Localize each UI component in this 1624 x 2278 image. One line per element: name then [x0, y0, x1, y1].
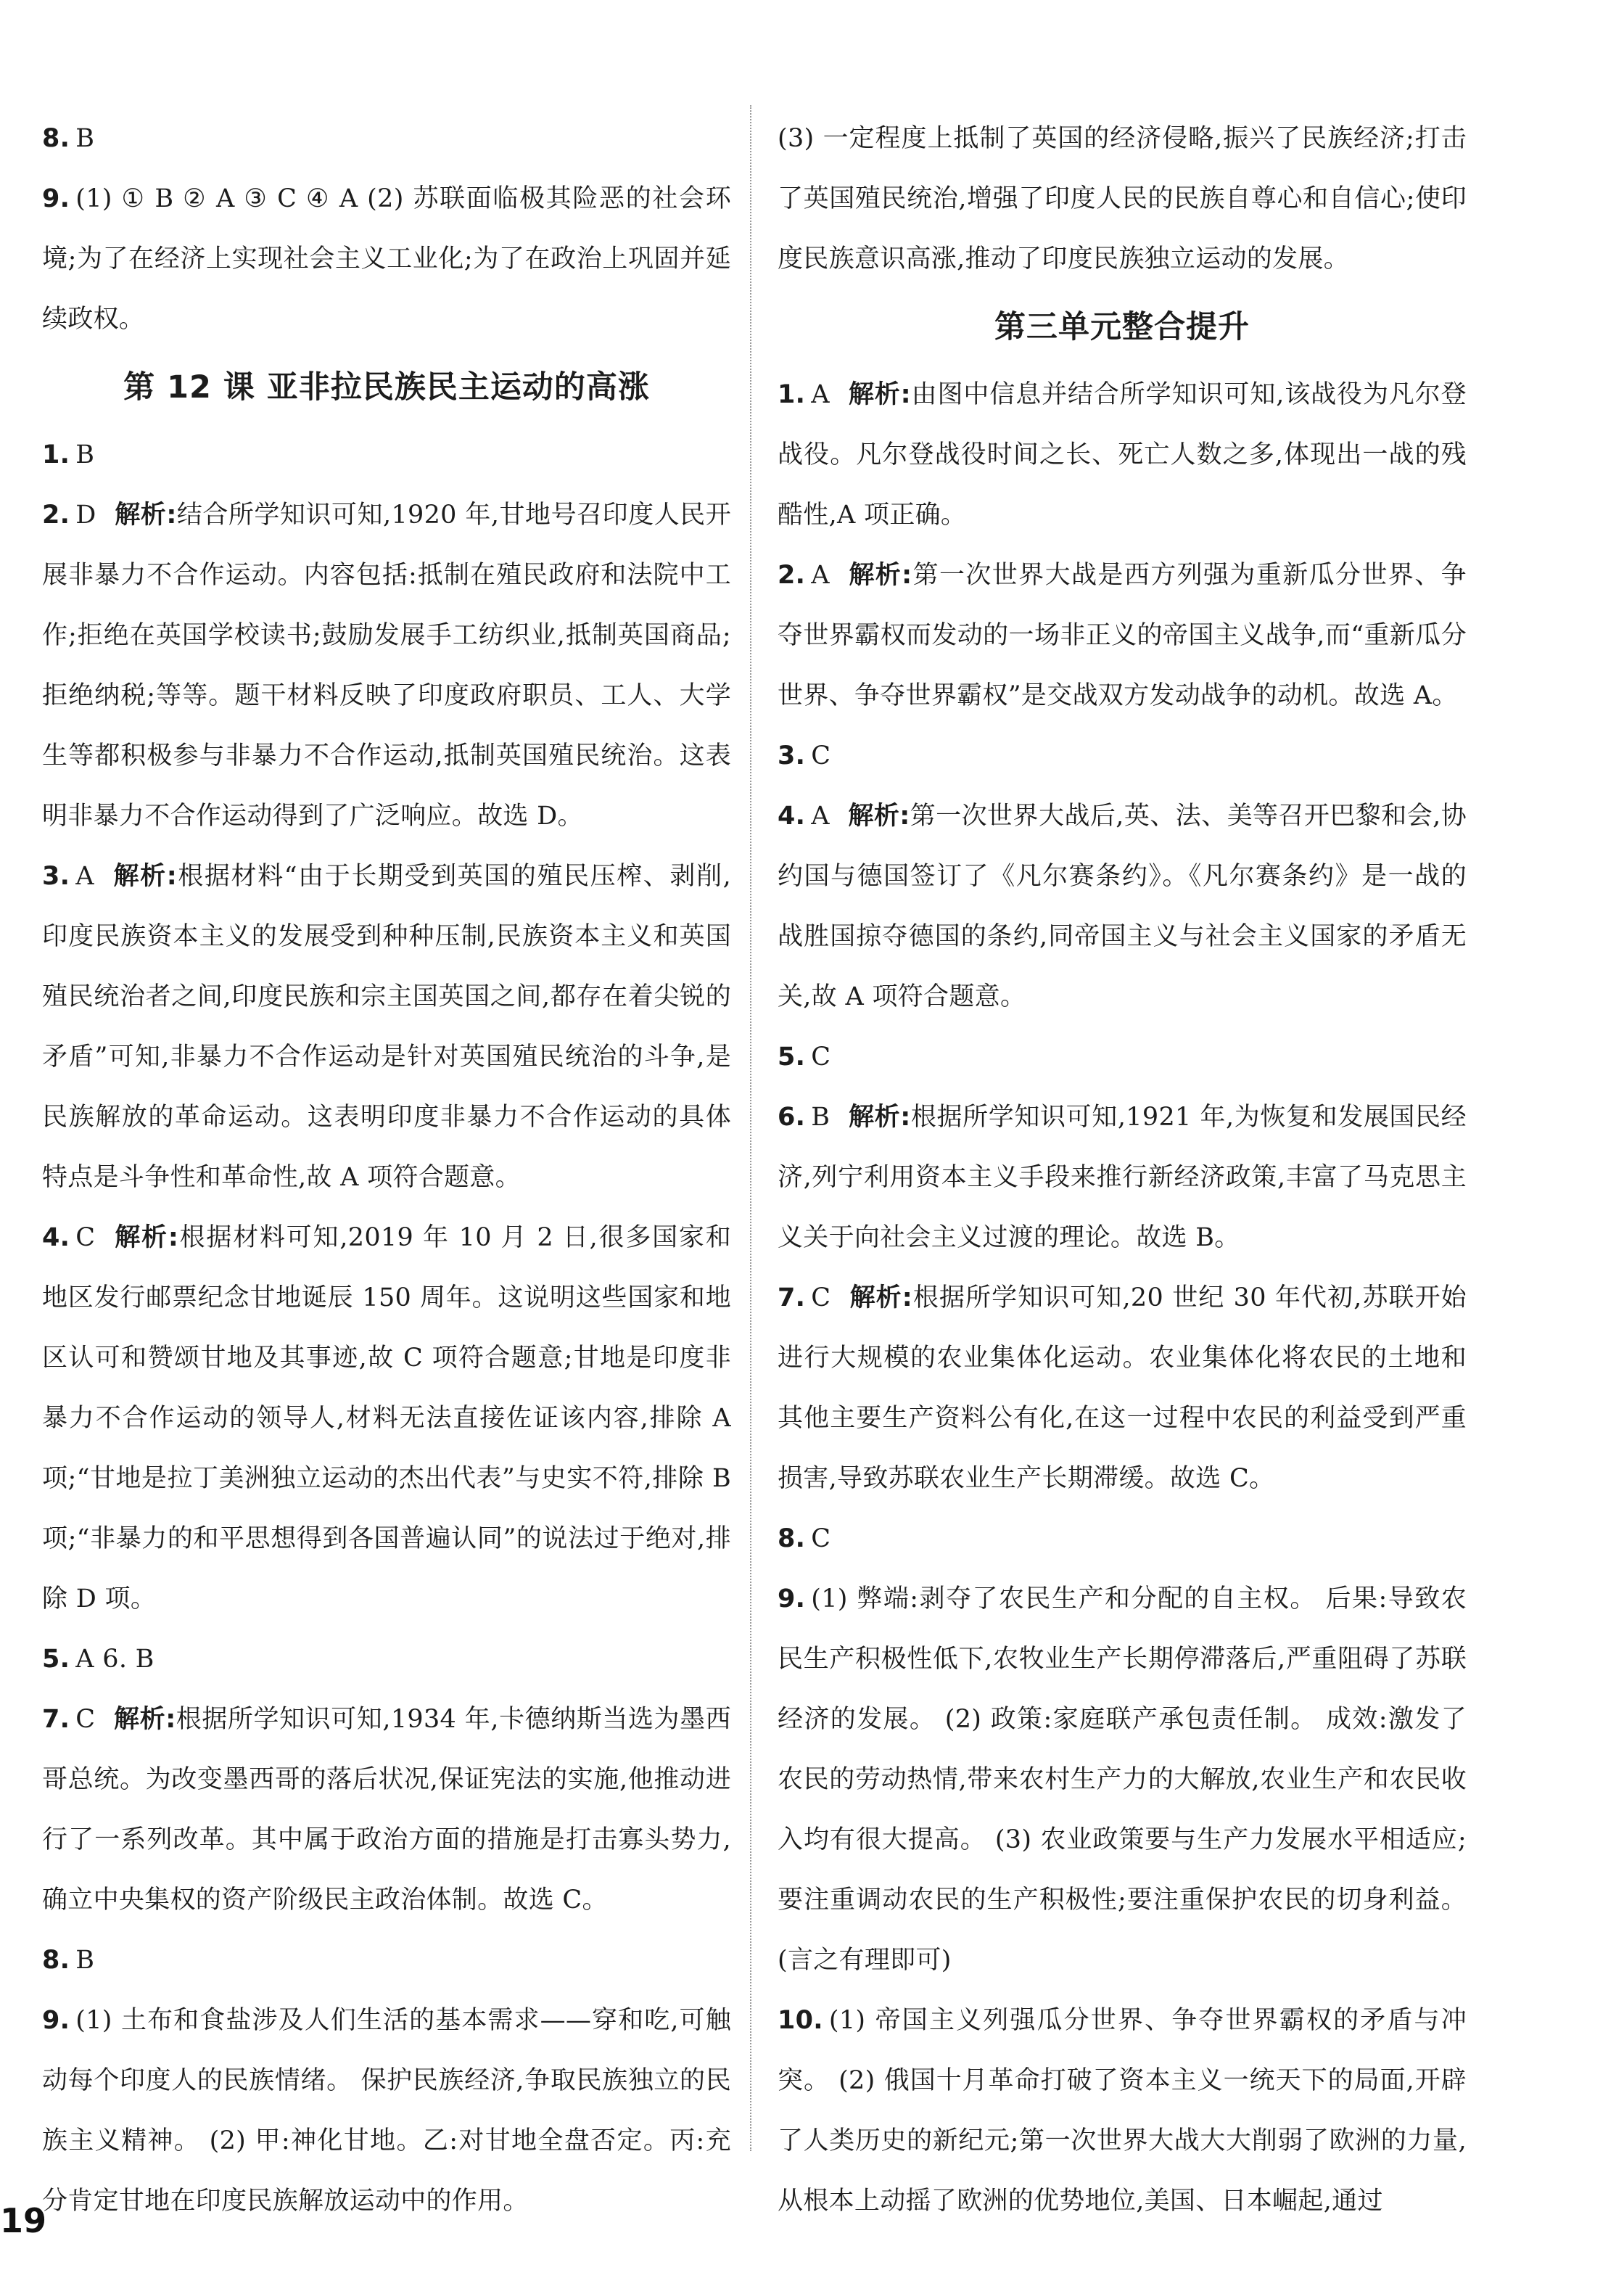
- right-answer-list: [778, 365, 1467, 2232]
- answer-item: [778, 109, 1467, 289]
- answer-number: 1.: [42, 440, 70, 469]
- answer-item: [778, 786, 1467, 1027]
- answer-number: 3.: [778, 741, 806, 770]
- answer-text: C: [811, 1524, 831, 1553]
- answer-item: [42, 425, 731, 485]
- right-column: [778, 109, 1467, 2232]
- answer-choice: D: [75, 501, 96, 530]
- answer-number: 4.: [42, 1223, 70, 1252]
- section-title-lesson-12: 第 12 课 亚非拉民族民主运动的高涨: [123, 369, 650, 406]
- answer-number: 7.: [42, 1705, 70, 1734]
- answer-item: [778, 1087, 1467, 1268]
- answer-number: 5.: [42, 1645, 70, 1674]
- answer-item: [778, 1991, 1467, 2232]
- answer-number: 6.: [778, 1103, 806, 1132]
- answer-item: [778, 1027, 1467, 1087]
- section-title-unit-3-review: 第三单元整合提升: [994, 309, 1250, 345]
- answer-choice: A: [75, 862, 94, 891]
- answer-text: (1) 土布和食盐涉及人们生活的基本需求——穿和吃,可触动每个印度人的民族情绪。 保护民族经济,争取民族独立的民族主义精神。 (2) 甲:神化甘地。乙:对甘地全盘否定。丙:充分肯定甘地在印度民族解放运动中的作用。: [42, 2006, 731, 2216]
- answer-item: [42, 847, 731, 1208]
- answer-item: [42, 1690, 731, 1930]
- answer-text: 根据所学知识可知,1934 年,卡德纳斯当选为墨西哥总统。为改变墨西哥的落后状况,保证宪法的实施,他推动进行了一系列改革。其中属于政治方面的措施是打击寡头势力,确立中央集权的资产阶级民主政治体制。故选 C。: [42, 1705, 731, 1915]
- answer-choice: A: [811, 380, 830, 409]
- answer-number: 8.: [42, 1946, 70, 1975]
- answer-text: 根据所学知识可知,1921 年,为恢复和发展国民经济,列宁利用资本主义手段来推行新经济政策,丰富了马克思主义关于向社会主义过渡的理论。故选 B。: [778, 1103, 1467, 1252]
- answer-number: 2.: [42, 501, 70, 530]
- answer-text: 由图中信息并结合所学知识可知,该战役为凡尔登战役。凡尔登战役时间之长、死亡人数之多,体现出一战的残酷性,A 项正确。: [778, 380, 1467, 530]
- answer-choice: C: [75, 1705, 96, 1734]
- left-continued-answers: [42, 109, 731, 350]
- answer-choice: A: [811, 802, 830, 831]
- column-divider: [750, 105, 751, 2151]
- answer-number: 9.: [778, 1584, 806, 1613]
- answer-number: 4.: [778, 802, 806, 831]
- answer-number: 2.: [778, 561, 806, 590]
- explanation-label: 解析:: [848, 802, 910, 831]
- answer-choice: A: [811, 561, 830, 590]
- answer-text: B: [75, 124, 95, 153]
- explanation-label: 解析:: [115, 501, 177, 530]
- answer-item: [42, 485, 731, 847]
- answer-text: 结合所学知识可知,1920 年,甘地号召印度人民开展非暴力不合作运动。内容包括:抵制在殖民政府和法院中工作;拒绝在英国学校读书;鼓励发展手工纺织业,抵制英国商品;拒绝纳税;等等。题干材料反映了印度政府职员、工人、大学生等都积极参与非暴力不合作运动,抵制英国殖民统治。这表明非暴力不合作运动得到了广泛响应。故选 D。: [42, 501, 731, 831]
- answer-text: B: [75, 440, 95, 469]
- answer-item: [778, 726, 1467, 786]
- answer-text: B: [75, 1946, 95, 1975]
- answer-choice: B: [811, 1103, 830, 1132]
- answer-text: 第一次世界大战后,英、法、美等召开巴黎和会,协约国与德国签订了《凡尔赛条约》。《凡尔赛条约》是一战的战胜国掠夺德国的条约,同帝国主义与社会主义国家的矛盾无关,故 A 项符合题意。: [778, 802, 1467, 1011]
- explanation-label: 解析:: [848, 380, 911, 409]
- page-number: 19: [0, 2201, 47, 2240]
- answer-number: 7.: [778, 1283, 806, 1312]
- answer-item: [778, 1268, 1467, 1509]
- answer-text: (1) 帝国主义列强瓜分世界、争夺世界霸权的矛盾与冲突。 (2) 俄国十月革命打破了资本主义一统天下的局面,开辟了人类历史的新纪元;第一次世界大战大大削弱了欧洲的力量,从根本上动摇了欧洲的优势地位,美国、日本崛起,通过: [778, 2006, 1467, 2216]
- answer-text: A 6. B: [75, 1645, 154, 1674]
- answer-number: 9.: [42, 2006, 70, 2035]
- left-answer-list: [42, 425, 731, 2232]
- explanation-label: 解析:: [849, 1283, 913, 1312]
- explanation-label: 解析:: [849, 561, 912, 590]
- answer-item: [42, 1991, 731, 2232]
- answer-item: [778, 365, 1467, 546]
- answer-text: (1) ① B ② A ③ C ④ A (2) 苏联面临极其险恶的社会环境;为了在经济上实现社会主义工业化;为了在政治上巩固并延续政权。: [42, 184, 731, 334]
- answer-text: (3) 一定程度上抵制了英国的经济侵略,振兴了民族经济;打击了英国殖民统治,增强了印度人民的民族自尊心和自信心;使印度民族意识高涨,推动了印度民族独立运动的发展。: [778, 124, 1467, 274]
- answer-item: [778, 546, 1467, 726]
- answer-item: [778, 1569, 1467, 1991]
- answer-number: 3.: [42, 862, 70, 891]
- answer-number: 10.: [778, 2006, 823, 2035]
- explanation-label: 解析:: [113, 862, 178, 891]
- right-continued-answers: [778, 109, 1467, 289]
- left-column: [42, 109, 731, 2232]
- answer-text: C: [811, 741, 831, 770]
- explanation-label: 解析:: [114, 1705, 176, 1734]
- answer-text: C: [811, 1043, 831, 1072]
- answer-choice: C: [811, 1283, 831, 1312]
- answer-choice: C: [75, 1223, 96, 1252]
- answer-item: [778, 1509, 1467, 1569]
- answer-number: 8.: [42, 124, 70, 153]
- answer-number: 8.: [778, 1524, 806, 1553]
- answer-item: [42, 109, 731, 169]
- explanation-label: 解析:: [115, 1223, 179, 1252]
- answer-text: 根据所学知识可知,20 世纪 30 年代初,苏联开始进行大规模的农业集体化运动。农业集体化将农民的土地和其他主要生产资料公有化,在这一过程中农民的利益受到严重损害,导致苏联农业生产长期滞缓。故选 C。: [778, 1283, 1467, 1493]
- answer-item: [42, 1629, 731, 1690]
- answer-text: 第一次世界大战是西方列强为重新瓜分世界、争夺世界霸权而发动的一场非正义的帝国主义战争,而“重新瓜分世界、争夺世界霸权”是交战双方发动战争的动机。故选 A。: [778, 561, 1467, 710]
- explanation-label: 解析:: [849, 1103, 911, 1132]
- answer-number: 9.: [42, 184, 70, 213]
- answer-item: [42, 1930, 731, 1991]
- answer-text: (1) 弊端:剥夺了农民生产和分配的自主权。 后果:导致农民生产积极性低下,农牧业生产长期停滞落后,严重阻碍了苏联经济的发展。 (2) 政策:家庭联产承包责任制。 成效:激发了农民的劳动热情,带来农村生产力的大解放,农业生产和农民收入均有很大提高。 (3) 农业政策要与生产力发展水平相适应;要注重调动农民的生产积极性;要注重保护农民的切身利益。(言之有理即可): [778, 1584, 1467, 1975]
- answer-item: [42, 169, 731, 350]
- answer-text: 根据材料可知,2019 年 10 月 2 日,很多国家和地区发行邮票纪念甘地诞辰 150 周年。这说明这些国家和地区认可和赞颂甘地及其事迹,故 C 项符合题意;甘地是印度非暴力不合作运动的领导人,材料无法直接佐证该内容,排除 A 项;“甘地是拉丁美洲独立运动的杰出代表”与史实不符,排除 B 项;“非暴力的和平思想得到各国普遍认同”的说法过于绝对,排除 D 项。: [42, 1223, 731, 1613]
- answer-number: 5.: [778, 1043, 806, 1072]
- answer-item: [42, 1208, 731, 1629]
- answer-number: 1.: [778, 380, 806, 409]
- answer-text: 根据材料“由于长期受到英国的殖民压榨、剥削,印度民族资本主义的发展受到种种压制,民族资本主义和英国殖民统治者之间,印度民族和宗主国英国之间,都存在着尖锐的矛盾”可知,非暴力不合作运动是针对英国殖民统治的斗争,是民族解放的革命运动。这表明印度非暴力不合作运动的具体特点是斗争性和革命性,故 A 项符合题意。: [42, 862, 731, 1192]
